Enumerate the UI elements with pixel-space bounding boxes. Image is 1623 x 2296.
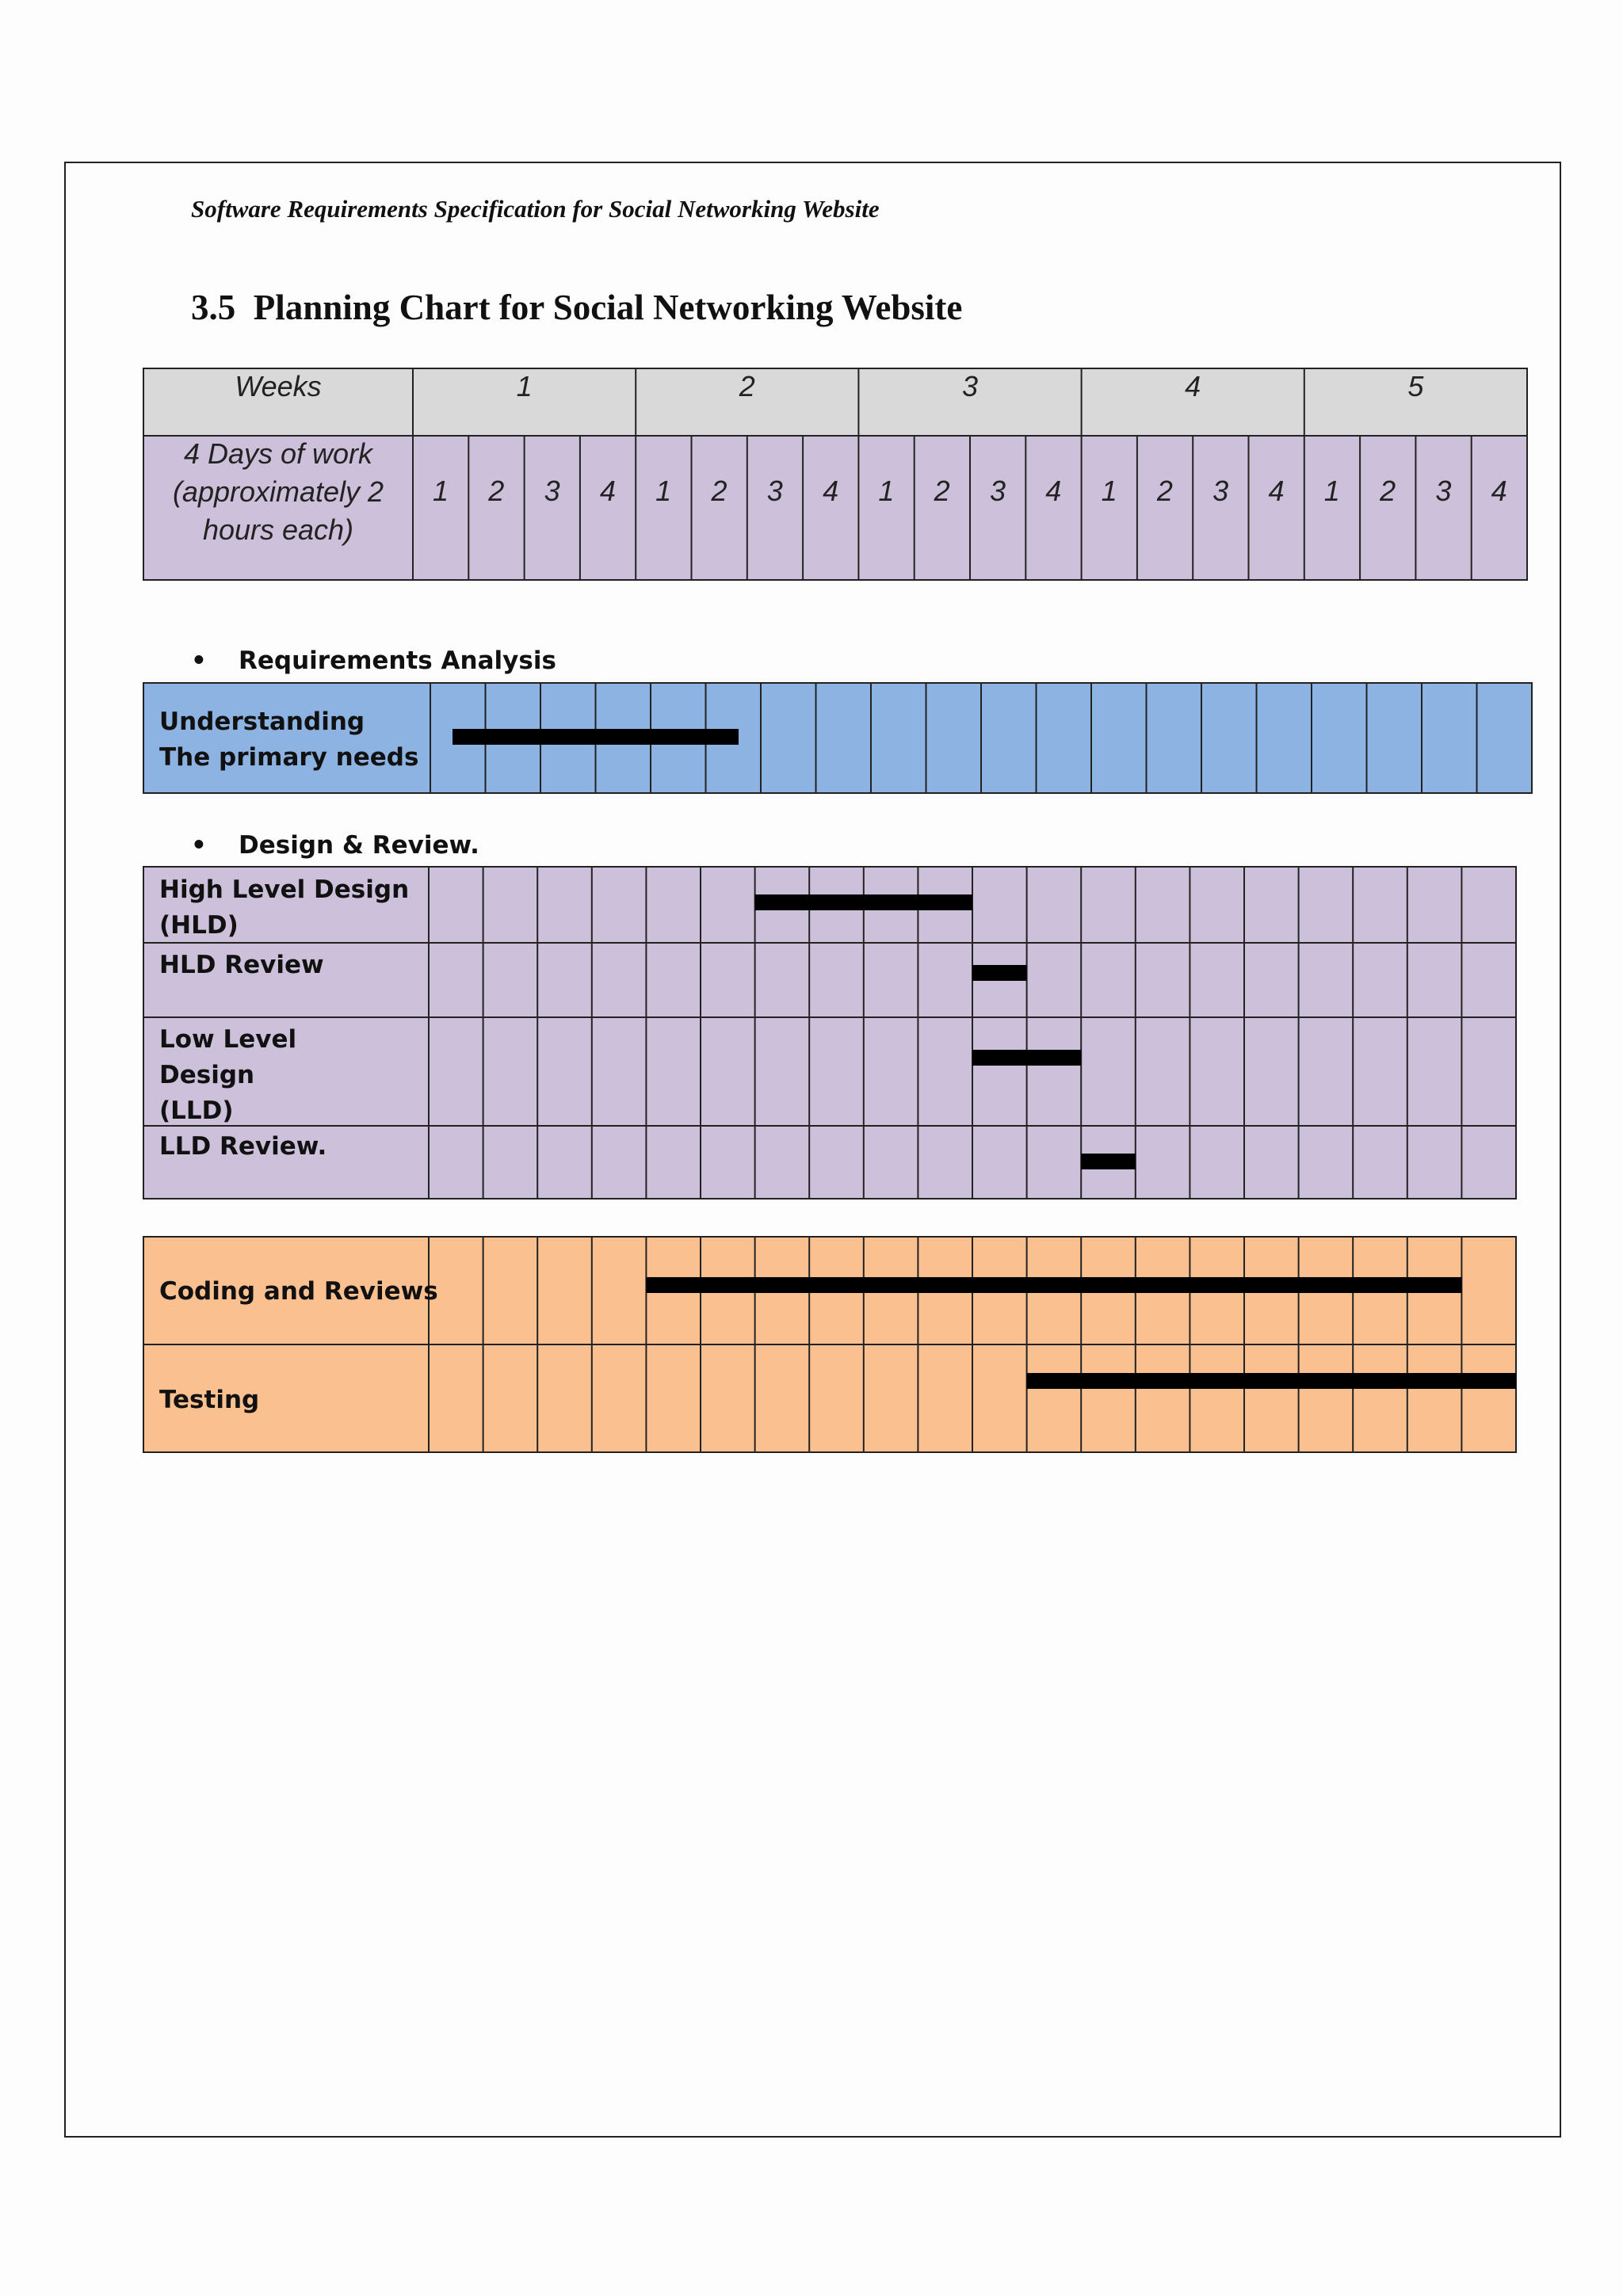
- weeks-label: Weeks: [235, 370, 322, 402]
- day-number: 3: [1212, 475, 1229, 507]
- task-label: High Level Design: [159, 875, 410, 904]
- week-number: 3: [961, 370, 979, 402]
- task-label: Understanding: [159, 707, 365, 736]
- document-header: Software Requirements Specification for Social Networking Website: [191, 195, 880, 223]
- task-label: (LLD): [159, 1097, 234, 1125]
- bullet-icon: •: [191, 646, 207, 675]
- task-section-background: [143, 683, 1532, 793]
- day-number: 2: [488, 475, 505, 507]
- day-number: 4: [1045, 475, 1062, 507]
- week-header-row: [143, 368, 1527, 436]
- bullet-icon: •: [191, 831, 207, 860]
- task-label: (HLD): [159, 911, 239, 940]
- day-header-label: 4 Days of work: [183, 437, 373, 470]
- day-number: 1: [878, 475, 895, 507]
- task-label: Low Level: [159, 1025, 297, 1054]
- day-number: 2: [1380, 475, 1396, 507]
- task-label: Design: [159, 1061, 255, 1089]
- day-number: 3: [1435, 475, 1452, 507]
- day-number: 1: [1101, 475, 1117, 507]
- group-heading-label: Requirements Analysis: [239, 646, 556, 675]
- day-number: 4: [1268, 475, 1285, 507]
- week-number: 1: [516, 370, 533, 402]
- task-label: HLD Review: [159, 951, 324, 979]
- day-number: 1: [1323, 475, 1340, 507]
- task-bar: [1027, 1373, 1516, 1389]
- day-number: 4: [823, 475, 839, 507]
- day-number: 1: [655, 475, 672, 507]
- day-number: 1: [432, 475, 449, 507]
- task-label: Coding and Reviews: [159, 1277, 438, 1306]
- day-header-label: (approximately 2: [172, 475, 384, 508]
- task-label: LLD Review.: [159, 1132, 327, 1161]
- task-bar: [972, 965, 1027, 981]
- task-label: The primary needs: [159, 743, 419, 772]
- section-title: 3.5 Planning Chart for Social Networking Website: [191, 288, 963, 327]
- week-number: 2: [739, 370, 755, 402]
- task-bar: [972, 1050, 1081, 1066]
- day-number: 2: [711, 475, 727, 507]
- day-number: 3: [766, 475, 783, 507]
- task-bar: [755, 894, 972, 910]
- day-number: 3: [544, 475, 560, 507]
- day-number: 4: [599, 475, 616, 507]
- task-bar: [453, 729, 739, 745]
- day-number: 2: [934, 475, 950, 507]
- day-number: 3: [989, 475, 1006, 507]
- task-bar: [1081, 1154, 1136, 1169]
- task-bar: [646, 1277, 1461, 1293]
- week-number: 5: [1407, 370, 1424, 402]
- task-label: Testing: [159, 1386, 260, 1414]
- group-heading-label: Design & Review.: [239, 831, 479, 860]
- week-number: 4: [1185, 370, 1201, 402]
- day-number: 2: [1156, 475, 1173, 507]
- day-header-label: hours each): [202, 513, 354, 546]
- day-number: 4: [1491, 475, 1507, 507]
- task-section-background: [143, 867, 1516, 1199]
